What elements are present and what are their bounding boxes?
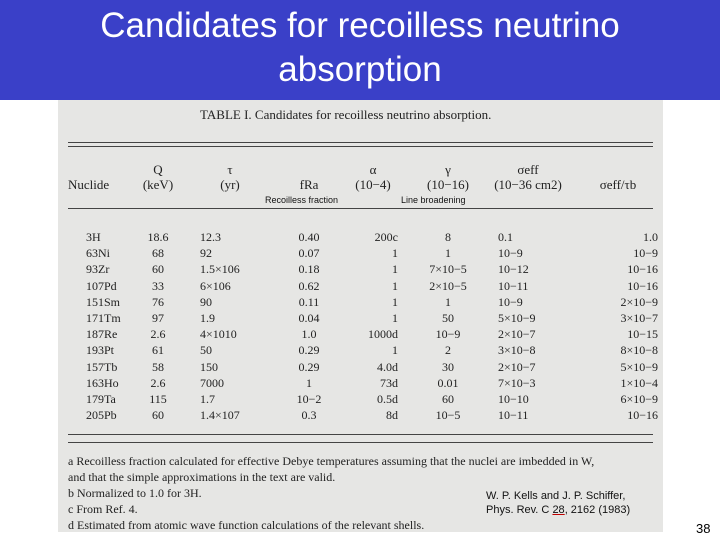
- cell-alpha: 1000d: [368, 327, 398, 342]
- cell-Q: 18.6: [147, 230, 169, 244]
- cell-alpha: 1: [392, 262, 398, 277]
- table-header-rule: [68, 208, 653, 209]
- cell-gamma: 7×10−5: [429, 262, 467, 277]
- cell-Q: 60: [152, 262, 164, 277]
- cell-fR: 0.11: [298, 294, 320, 309]
- cell-fR: 0.29: [298, 343, 320, 358]
- cell-ratio: 10−15: [627, 327, 658, 342]
- cell-nuclide: 193Pt: [86, 343, 115, 358]
- cell-ratio: 10−16: [627, 262, 658, 277]
- annotation-recoilless-fraction: Recoilless fraction: [265, 195, 339, 205]
- cell-ratio: 8×10−8: [620, 343, 658, 358]
- credit-volume: 28: [552, 504, 565, 516]
- cell-Q: 115: [149, 392, 167, 406]
- cell-ratio: 5×10−9: [620, 359, 658, 374]
- cell-alpha: 73d: [380, 375, 398, 390]
- cell-nuclide: 187Re: [86, 327, 118, 342]
- cell-tau: 90: [200, 294, 212, 309]
- cell-fR: 0.3: [301, 408, 317, 423]
- cell-fR: 0.29: [298, 359, 320, 374]
- cell-tau: 150: [200, 359, 218, 374]
- cell-sigma: 10−11: [498, 408, 529, 423]
- cell-nuclide: 93Zr: [86, 262, 110, 277]
- cell-tau: 1.5×106: [200, 262, 240, 277]
- footnote-d: d Estimated from atomic wave function calculations of the relevant shells.: [68, 518, 425, 532]
- cell-gamma: 50: [442, 311, 454, 325]
- header-Q: Q (keV): [142, 162, 174, 192]
- header-gamma: γ (10−16): [427, 162, 469, 192]
- cell-alpha: 1: [392, 278, 398, 293]
- cell-nuclide: 157Tb: [86, 359, 118, 374]
- header-ratio: σeff/τb: [599, 177, 637, 192]
- cell-alpha: 1: [392, 343, 398, 358]
- cell-nuclide: 63Ni: [86, 246, 110, 261]
- cell-fR: 0.18: [298, 262, 320, 277]
- cell-gamma: 10−9: [435, 327, 461, 342]
- cell-fR: 0.07: [298, 246, 320, 261]
- footnote-c: c From Ref. 4.: [68, 502, 138, 516]
- cell-sigma: 10−9: [498, 246, 523, 261]
- cell-tau: 7000: [200, 375, 224, 390]
- cell-Q: 61: [152, 343, 164, 358]
- cell-fR: 0.04: [298, 311, 320, 325]
- cell-sigma: 2×10−7: [498, 359, 536, 374]
- cell-Q: 97: [152, 311, 164, 325]
- cell-tau: 12.3: [200, 230, 221, 244]
- cell-sigma: 3×10−8: [498, 343, 536, 358]
- table-bottom-rule: [68, 434, 653, 435]
- cell-alpha: 4.0d: [377, 359, 398, 374]
- cell-alpha: 1: [392, 246, 398, 261]
- cell-tau: 1.9: [200, 311, 215, 325]
- cell-tau: 4×1010: [200, 327, 237, 342]
- cell-gamma: 1: [445, 246, 451, 261]
- cell-fR: 10−2: [296, 392, 322, 406]
- cell-fR: 1: [306, 375, 312, 390]
- cell-gamma: 2: [445, 343, 451, 358]
- cell-alpha: 200c: [374, 230, 398, 244]
- cell-ratio: 10−16: [627, 408, 658, 423]
- cell-gamma: 10−5: [435, 408, 461, 423]
- cell-sigma: 10−11: [498, 278, 529, 293]
- annotation-line-broadening: Line broadening: [401, 195, 466, 205]
- cell-alpha: 8d: [386, 408, 398, 423]
- footnote-a-cont: and that the simple approximations in the text are valid.: [68, 470, 336, 484]
- cell-tau: 92: [200, 246, 212, 261]
- cell-tau: 6×106: [200, 278, 231, 293]
- cell-gamma: 0.01: [437, 375, 459, 390]
- cell-nuclide: 171Tm: [86, 311, 121, 325]
- table-bottom-rule-2: [68, 442, 653, 443]
- cell-fR: 0.40: [298, 230, 320, 244]
- cell-nuclide: 3H: [86, 230, 101, 244]
- cell-nuclide: 163Ho: [86, 375, 119, 390]
- slide-title: [0, 4, 720, 92]
- cell-alpha: 1: [392, 294, 398, 309]
- footnote-a: a Recoilless fraction calculated for effective Debye temperatures assuming that the nuclei are imbedded in W,: [68, 454, 595, 468]
- cell-ratio: 1.0: [643, 230, 658, 244]
- cell-Q: 2.6: [150, 375, 166, 390]
- cell-ratio: 2×10−9: [620, 294, 658, 309]
- cell-nuclide: 107Pd: [86, 278, 117, 293]
- cell-Q: 33: [152, 278, 164, 293]
- slide-number: 38: [696, 521, 711, 536]
- cell-sigma: 0.1: [498, 230, 513, 244]
- table-caption: TABLE I. Candidates for recoilless neutrino absorption.: [200, 107, 492, 122]
- cell-ratio: 3×10−7: [620, 311, 658, 325]
- cell-ratio: 10−16: [627, 278, 658, 293]
- table-top-rule-2: [68, 146, 653, 147]
- table-image: [58, 100, 663, 532]
- cell-sigma: 10−10: [498, 392, 529, 406]
- cell-tau: 1.7: [200, 392, 215, 406]
- cell-Q: 68: [152, 246, 164, 261]
- cell-tau: 1.4×107: [200, 408, 240, 423]
- cell-tau: 50: [200, 343, 212, 358]
- header-sigma: σeff (10−36 cm2): [494, 162, 562, 192]
- cell-Q: 2.6: [150, 327, 166, 342]
- cell-gamma: 1: [445, 294, 451, 309]
- credit-line2: Phys. Rev. C 28, 2162 (1983): [486, 504, 631, 516]
- cell-gamma: 8: [445, 230, 451, 244]
- cell-nuclide: 151Sm: [86, 294, 121, 309]
- cell-Q: 76: [152, 294, 164, 309]
- cell-fR: 1.0: [301, 327, 317, 342]
- slide-title-line1: Candidates for recoilless neutrino: [100, 6, 620, 45]
- cell-alpha: 0.5d: [377, 392, 398, 406]
- cell-ratio: 1×10−4: [620, 375, 658, 390]
- footnote-b: b Normalized to 1.0 for 3H.: [68, 486, 202, 500]
- cell-sigma: 10−12: [498, 262, 529, 277]
- cell-sigma: 10−9: [498, 294, 523, 309]
- header-tau: τ (yr): [220, 162, 240, 192]
- cell-sigma: 7×10−3: [498, 375, 536, 390]
- cell-nuclide: 205Pb: [86, 408, 117, 423]
- header-alpha: α (10−4): [355, 162, 391, 192]
- cell-gamma: 60: [442, 392, 454, 406]
- cell-fR: 0.62: [298, 278, 320, 293]
- cell-alpha: 1: [392, 311, 398, 325]
- cell-gamma: 30: [442, 359, 454, 374]
- header-fR: fRa: [299, 177, 319, 192]
- cell-gamma: 2×10−5: [429, 278, 467, 293]
- cell-ratio: 10−9: [633, 246, 658, 261]
- cell-sigma: 5×10−9: [498, 311, 536, 325]
- cell-ratio: 6×10−9: [620, 392, 658, 406]
- cell-Q: 58: [152, 359, 164, 374]
- header-nuclide: Nuclide: [68, 177, 110, 192]
- cell-Q: 60: [152, 408, 164, 423]
- cell-nuclide: 179Ta: [86, 392, 116, 406]
- credit-line1: W. P. Kells and J. P. Schiffer,: [486, 490, 626, 502]
- slide-title-line2: absorption: [278, 50, 442, 89]
- cell-sigma: 2×10−7: [498, 327, 536, 342]
- table-top-rule: [68, 142, 653, 143]
